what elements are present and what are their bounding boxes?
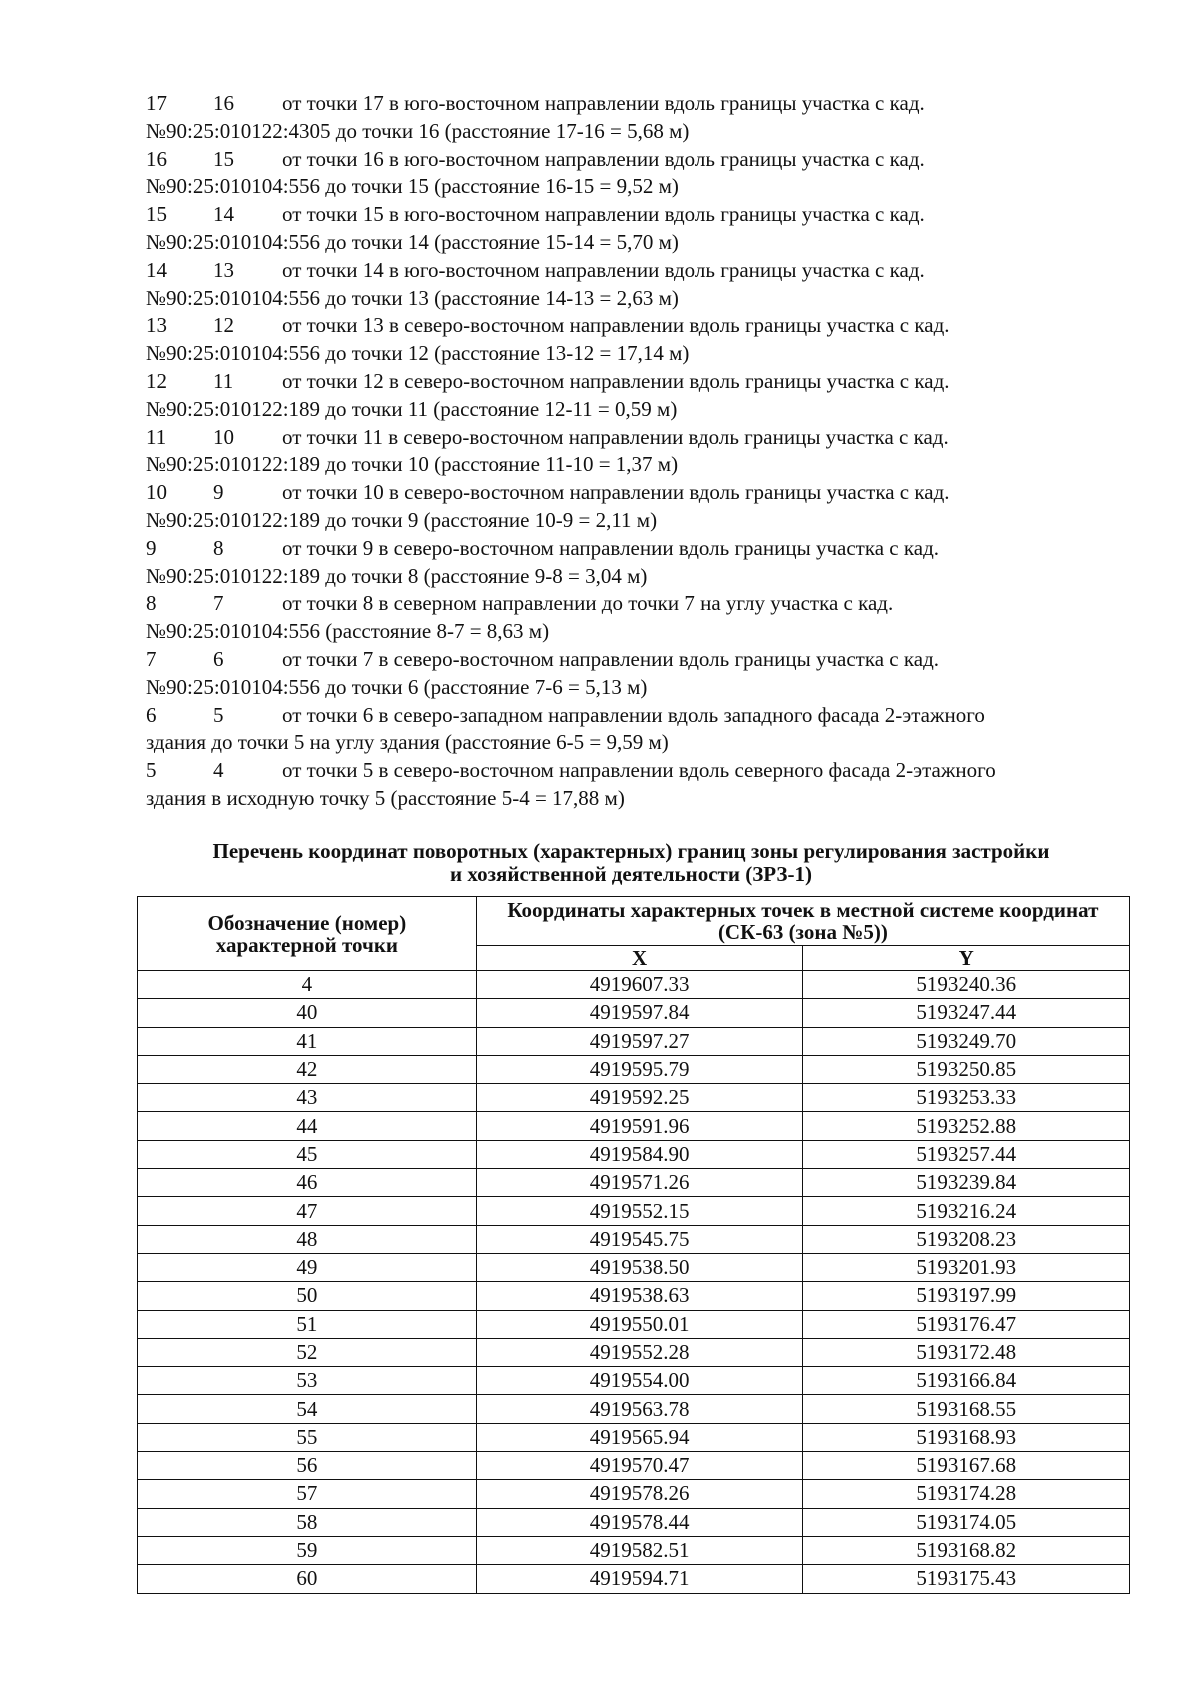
y-coordinate-cell: 5193168.93	[803, 1423, 1130, 1451]
point-number-cell: 60	[138, 1565, 477, 1593]
segment-line2: №90:25:010122:189 до точки 9 (расстояние 10-9 = 2,11 м)	[146, 507, 658, 532]
y-coordinate-cell: 5193174.28	[803, 1480, 1130, 1508]
segment-entry	[146, 146, 1126, 202]
segment-text: от точки 10 в северо-восточном направлении вдоль границы участка с кад.	[282, 480, 950, 505]
point-number-cell: 52	[138, 1338, 477, 1366]
table-row	[138, 1423, 1130, 1451]
segment-line1	[146, 646, 1126, 674]
table-row	[138, 1140, 1130, 1168]
y-coordinate-cell: 5193166.84	[803, 1367, 1130, 1395]
segment-text: от точки 17 в юго-восточном направлении вдоль границы участка с кад.	[282, 91, 925, 115]
y-coordinate-cell: 5193168.55	[803, 1395, 1130, 1423]
x-coordinate-cell: 4919570.47	[476, 1452, 803, 1480]
header-point-number: Обозначение (номер) характерной точки	[138, 897, 477, 971]
segment-line2: здания до точки 5 на углу здания (расстояние 6-5 = 9,59 м)	[146, 730, 669, 755]
y-coordinate-cell: 5193167.68	[803, 1452, 1130, 1480]
table-title	[136, 840, 1126, 886]
y-coordinate-cell: 5193172.48	[803, 1338, 1130, 1366]
point-number-cell: 47	[138, 1197, 477, 1225]
segment-entry	[146, 702, 1126, 758]
x-coordinate-cell: 4919592.25	[476, 1084, 803, 1112]
x-coordinate-cell: 4919597.84	[476, 999, 803, 1027]
segment-to: 5	[213, 702, 224, 727]
segment-line1	[146, 201, 1126, 229]
header-y: Y	[803, 946, 1130, 971]
y-coordinate-cell: 5193249.70	[803, 1027, 1130, 1055]
table-title-line1: Перечень координат поворотных (характерных) границ зоны регулирования застройки	[212, 839, 1050, 863]
y-coordinate-cell: 5193208.23	[803, 1225, 1130, 1253]
x-coordinate-cell: 4919545.75	[476, 1225, 803, 1253]
segment-line2: №90:25:010122:189 до точки 11 (расстояние 12-11 = 0,59 м)	[146, 396, 678, 421]
point-number-cell: 50	[138, 1282, 477, 1310]
x-coordinate-cell: 4919550.01	[476, 1310, 803, 1338]
segment-to: 12	[213, 313, 234, 338]
point-number-cell: 42	[138, 1055, 477, 1083]
point-number-cell: 58	[138, 1508, 477, 1536]
segment-to: 15	[213, 146, 234, 171]
segment-line1	[146, 479, 1126, 507]
y-coordinate-cell: 5193216.24	[803, 1197, 1130, 1225]
segment-text: от точки 16 в юго-восточном направлении вдоль границы участка с кад.	[282, 146, 925, 171]
segment-line2: здания в исходную точку 5 (расстояние 5-4 = 17,88 м)	[146, 785, 625, 810]
y-coordinate-cell: 5193247.44	[803, 999, 1130, 1027]
table-row	[138, 1565, 1130, 1593]
point-number-cell: 44	[138, 1112, 477, 1140]
x-coordinate-cell: 4919571.26	[476, 1169, 803, 1197]
point-number-cell: 40	[138, 999, 477, 1027]
segment-entry	[146, 257, 1126, 313]
coordinates-table	[137, 896, 1130, 1594]
x-coordinate-cell: 4919538.63	[476, 1282, 803, 1310]
point-number-cell: 41	[138, 1027, 477, 1055]
segment-text: от точки 15 в юго-восточном направлении вдоль границы участка с кад.	[282, 202, 925, 227]
y-coordinate-cell: 5193252.88	[803, 1112, 1130, 1140]
point-number-cell: 49	[138, 1253, 477, 1281]
x-coordinate-cell: 4919591.96	[476, 1112, 803, 1140]
segment-line2: №90:25:010104:556 до точки 15 (расстояние 16-15 = 9,52 м)	[146, 174, 679, 199]
x-coordinate-cell: 4919597.27	[476, 1027, 803, 1055]
segment-line1	[146, 146, 1126, 174]
point-number-cell: 46	[138, 1169, 477, 1197]
segment-entry	[146, 368, 1126, 424]
segment-text: от точки 6 в северо-западном направлении вдоль западного фасада 2-этажного	[282, 702, 985, 727]
y-coordinate-cell: 5193250.85	[803, 1055, 1130, 1083]
header-x: X	[476, 946, 803, 971]
segment-from: 15	[146, 202, 167, 227]
table-row	[138, 1169, 1130, 1197]
y-coordinate-cell: 5193239.84	[803, 1169, 1130, 1197]
y-coordinate-cell: 5193201.93	[803, 1253, 1130, 1281]
segment-entry	[146, 479, 1126, 535]
segment-line1	[146, 90, 1126, 118]
table-row	[138, 1452, 1130, 1480]
x-coordinate-cell: 4919578.26	[476, 1480, 803, 1508]
segment-line2: №90:25:010104:556 до точки 6 (расстояние 7-6 = 5,13 м)	[146, 674, 648, 699]
x-coordinate-cell: 4919584.90	[476, 1140, 803, 1168]
y-coordinate-cell: 5193257.44	[803, 1140, 1130, 1168]
table-row	[138, 1367, 1130, 1395]
point-number-cell: 45	[138, 1140, 477, 1168]
y-coordinate-cell: 5193168.82	[803, 1536, 1130, 1564]
x-coordinate-cell: 4919578.44	[476, 1508, 803, 1536]
point-number-cell: 53	[138, 1367, 477, 1395]
segment-line1	[146, 757, 1126, 785]
segment-to: 10	[213, 424, 234, 449]
table-row	[138, 1508, 1130, 1536]
boundary-description	[146, 90, 1126, 813]
segment-from: 12	[146, 368, 167, 393]
x-coordinate-cell: 4919607.33	[476, 971, 803, 999]
segment-line1	[146, 257, 1126, 285]
segment-to: 8	[213, 535, 224, 560]
table-row	[138, 1338, 1130, 1366]
y-coordinate-cell: 5193176.47	[803, 1310, 1130, 1338]
x-coordinate-cell: 4919565.94	[476, 1423, 803, 1451]
table-row	[138, 1480, 1130, 1508]
segment-to: 6	[213, 646, 224, 671]
point-number-cell: 54	[138, 1395, 477, 1423]
point-number-cell: 51	[138, 1310, 477, 1338]
segment-entry	[146, 757, 1126, 813]
point-number-cell: 4	[138, 971, 477, 999]
x-coordinate-cell: 4919538.50	[476, 1253, 803, 1281]
y-coordinate-cell: 5193197.99	[803, 1282, 1130, 1310]
segment-to: 9	[213, 480, 224, 505]
segment-line1	[146, 424, 1126, 452]
table-title-line2: и хозяйственной деятельности (ЗРЗ-1)	[450, 862, 812, 886]
segment-from: 11	[146, 424, 167, 449]
x-coordinate-cell: 4919595.79	[476, 1055, 803, 1083]
segment-line1	[146, 535, 1126, 563]
segment-from: 10	[146, 480, 167, 505]
segment-line1	[146, 368, 1126, 396]
segment-line2: №90:25:010122:189 до точки 8 (расстояние 9-8 = 3,04 м)	[146, 563, 648, 588]
segment-to: 11	[213, 368, 234, 393]
segment-to: 13	[213, 257, 234, 282]
segment-line2: №90:25:010104:556 до точки 12 (расстояние 13-12 = 17,14 м)	[146, 341, 690, 366]
segment-text: от точки 8 в северном направлении до точки 7 на углу участка с кад.	[282, 591, 894, 616]
segment-entry	[146, 90, 1126, 146]
segment-entry	[146, 201, 1126, 257]
segment-text: от точки 13 в северо-восточном направлении вдоль границы участка с кад.	[282, 313, 950, 338]
table-row	[138, 1395, 1130, 1423]
table-row	[138, 1253, 1130, 1281]
table-row	[138, 1027, 1130, 1055]
table-row	[138, 1310, 1130, 1338]
x-coordinate-cell: 4919594.71	[476, 1565, 803, 1593]
segment-text: от точки 9 в северо-восточном направлении вдоль границы участка с кад.	[282, 535, 939, 560]
segment-from: 9	[146, 535, 157, 560]
header-coordinates: Координаты характерных точек в местной системе координат (СК-63 (зона №5))	[476, 897, 1129, 946]
x-coordinate-cell: 4919563.78	[476, 1395, 803, 1423]
point-number-cell: 59	[138, 1536, 477, 1564]
y-coordinate-cell: 5193175.43	[803, 1565, 1130, 1593]
segment-from: 16	[146, 146, 167, 171]
segment-from: 5	[146, 758, 157, 783]
table-row	[138, 999, 1130, 1027]
segment-text: от точки 7 в северо-восточном направлении вдоль границы участка с кад.	[282, 646, 939, 671]
y-coordinate-cell: 5193253.33	[803, 1084, 1130, 1112]
point-number-cell: 48	[138, 1225, 477, 1253]
segment-from: 14	[146, 257, 167, 282]
segment-line1	[146, 312, 1126, 340]
x-coordinate-cell: 4919582.51	[476, 1536, 803, 1564]
table-body	[138, 971, 1130, 1594]
segment-entry	[146, 535, 1126, 591]
table-row	[138, 1084, 1130, 1112]
table-row	[138, 1282, 1130, 1310]
segment-line2: №90:25:010122:4305 до точки 16 (расстояние 17-16 = 5,68 м)	[146, 118, 690, 143]
table-row	[138, 1055, 1130, 1083]
table-row	[138, 1536, 1130, 1564]
y-coordinate-cell: 5193174.05	[803, 1508, 1130, 1536]
segment-line2: №90:25:010104:556 до точки 13 (расстояние 14-13 = 2,63 м)	[146, 285, 679, 310]
point-number-cell: 43	[138, 1084, 477, 1112]
segment-line2: №90:25:010104:556 до точки 14 (расстояние 15-14 = 5,70 м)	[146, 229, 679, 254]
segment-line1	[146, 702, 1126, 730]
segment-to: 4	[213, 758, 224, 783]
segment-from: 7	[146, 646, 157, 671]
segment-text: от точки 12 в северо-восточном направлении вдоль границы участка с кад.	[282, 368, 950, 393]
segment-to: 14	[213, 202, 234, 227]
segment-from: 6	[146, 702, 157, 727]
segment-from: 13	[146, 313, 167, 338]
x-coordinate-cell: 4919552.28	[476, 1338, 803, 1366]
segment-entry	[146, 312, 1126, 368]
segment-entry	[146, 646, 1126, 702]
segment-to: 16	[213, 91, 234, 115]
segment-entry	[146, 424, 1126, 480]
segment-from: 8	[146, 591, 157, 616]
segment-from: 17	[146, 91, 167, 115]
x-coordinate-cell: 4919554.00	[476, 1367, 803, 1395]
segment-entry	[146, 590, 1126, 646]
segment-text: от точки 11 в северо-восточном направлении вдоль границы участка с кад.	[282, 424, 949, 449]
segment-line1	[146, 590, 1126, 618]
segment-line2: №90:25:010104:556 (расстояние 8-7 = 8,63 м)	[146, 619, 550, 644]
table-row	[138, 1225, 1130, 1253]
segment-line2: №90:25:010122:189 до точки 10 (расстояние 11-10 = 1,37 м)	[146, 452, 679, 477]
segment-text: от точки 14 в юго-восточном направлении вдоль границы участка с кад.	[282, 257, 925, 282]
segment-to: 7	[213, 591, 224, 616]
x-coordinate-cell: 4919552.15	[476, 1197, 803, 1225]
table-row	[138, 1112, 1130, 1140]
table-row	[138, 1197, 1130, 1225]
segment-text: от точки 5 в северо-восточном направлении вдоль северного фасада 2-этажного	[282, 758, 996, 783]
point-number-cell: 57	[138, 1480, 477, 1508]
point-number-cell: 56	[138, 1452, 477, 1480]
y-coordinate-cell: 5193240.36	[803, 971, 1130, 999]
point-number-cell: 55	[138, 1423, 477, 1451]
table-row	[138, 971, 1130, 999]
